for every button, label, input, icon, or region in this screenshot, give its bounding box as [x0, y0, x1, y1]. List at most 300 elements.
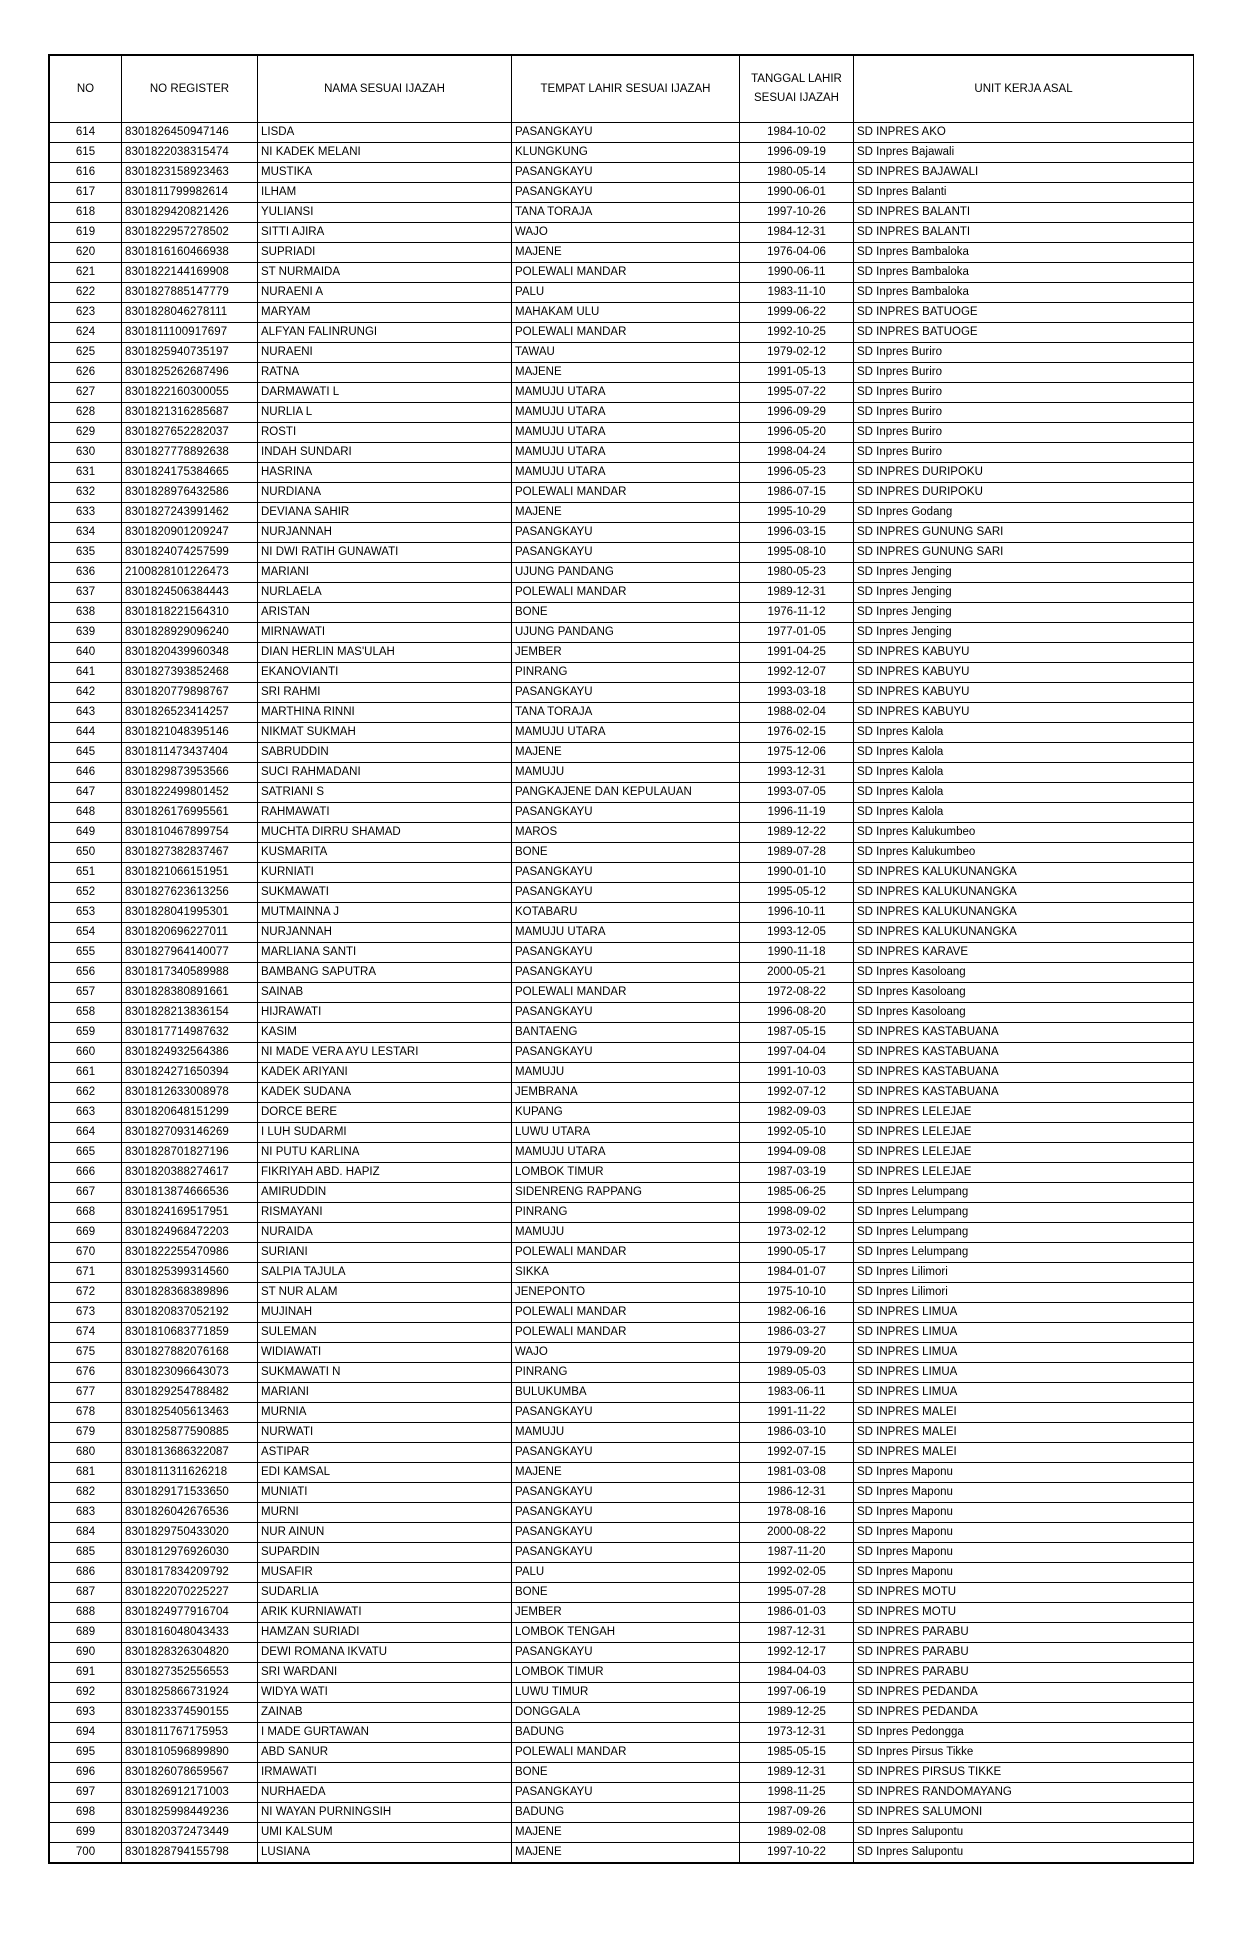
cell-no: 649 [50, 823, 122, 843]
table-row [50, 1223, 1194, 1243]
cell-nama: SUCI RAHMADANI [258, 763, 512, 783]
cell-tempat-lahir: BONE [512, 843, 740, 863]
cell-register: 8301827352556553 [122, 1663, 258, 1683]
table-row [50, 1823, 1194, 1843]
cell-no: 673 [50, 1303, 122, 1323]
table-row [50, 763, 1194, 783]
cell-no: 653 [50, 903, 122, 923]
cell-unit-kerja: SD INPRES LELEJAE [854, 1163, 1194, 1183]
cell-tempat-lahir: LOMBOK TENGAH [512, 1623, 740, 1643]
cell-unit-kerja: SD INPRES KALUKUNANGKA [854, 883, 1194, 903]
cell-unit-kerja: SD INPRES KABUYU [854, 703, 1194, 723]
cell-register: 8301824932564386 [122, 1043, 258, 1063]
cell-no: 692 [50, 1683, 122, 1703]
cell-unit-kerja: SD Inpres Lelumpang [854, 1203, 1194, 1223]
cell-unit-kerja: SD Inpres Jenging [854, 563, 1194, 583]
cell-tanggal-lahir: 1976-11-12 [740, 603, 854, 623]
cell-unit-kerja: SD INPRES MALEI [854, 1403, 1194, 1423]
table-row [50, 963, 1194, 983]
table-row [50, 943, 1194, 963]
cell-nama: ILHAM [258, 183, 512, 203]
table-row [50, 643, 1194, 663]
cell-unit-kerja: SD Inpres Kalola [854, 783, 1194, 803]
cell-register: 8301820439960348 [122, 643, 258, 663]
cell-tempat-lahir: PASANGKAYU [512, 183, 740, 203]
cell-tempat-lahir: PASANGKAYU [512, 163, 740, 183]
cell-tanggal-lahir: 1993-12-05 [740, 923, 854, 943]
cell-tempat-lahir: PASANGKAYU [512, 1443, 740, 1463]
cell-unit-kerja: SD INPRES KALUKUNANGKA [854, 863, 1194, 883]
cell-register: 8301828380891661 [122, 983, 258, 1003]
cell-nama: BAMBANG SAPUTRA [258, 963, 512, 983]
cell-tanggal-lahir: 1984-10-02 [740, 123, 854, 143]
table-row [50, 243, 1194, 263]
table-row [50, 1203, 1194, 1223]
cell-unit-kerja: SD Inpres Jenging [854, 603, 1194, 623]
cell-unit-kerja: SD INPRES PARABU [854, 1623, 1194, 1643]
cell-nama: KURNIATI [258, 863, 512, 883]
cell-no: 659 [50, 1023, 122, 1043]
cell-register: 8301822160300055 [122, 383, 258, 403]
cell-register: 8301822070225227 [122, 1583, 258, 1603]
cell-register: 8301821066151951 [122, 863, 258, 883]
cell-tanggal-lahir: 1985-06-25 [740, 1183, 854, 1203]
cell-register: 8301820779898767 [122, 683, 258, 703]
cell-tanggal-lahir: 1997-06-19 [740, 1683, 854, 1703]
table-row [50, 143, 1194, 163]
cell-tempat-lahir: MAMUJU UTARA [512, 383, 740, 403]
cell-nama: RATNA [258, 363, 512, 383]
cell-nama: NURAENI A [258, 283, 512, 303]
cell-tanggal-lahir: 1996-03-15 [740, 523, 854, 543]
cell-register: 8301825866731924 [122, 1683, 258, 1703]
cell-nama: DIAN HERLIN MAS'ULAH [258, 643, 512, 663]
cell-tanggal-lahir: 1989-12-22 [740, 823, 854, 843]
cell-nama: ST NURMAIDA [258, 263, 512, 283]
cell-tanggal-lahir: 1985-05-15 [740, 1743, 854, 1763]
cell-no: 680 [50, 1443, 122, 1463]
cell-no: 681 [50, 1463, 122, 1483]
cell-tempat-lahir: POLEWALI MANDAR [512, 1743, 740, 1763]
cell-unit-kerja: SD INPRES KALUKUNANGKA [854, 923, 1194, 943]
cell-unit-kerja: SD INPRES KASTABUANA [854, 1083, 1194, 1103]
cell-register: 8301813874666536 [122, 1183, 258, 1203]
cell-tanggal-lahir: 1973-02-12 [740, 1223, 854, 1243]
cell-unit-kerja: SD Inpres Kalukumbeo [854, 843, 1194, 863]
cell-tempat-lahir: UJUNG PANDANG [512, 563, 740, 583]
cell-no: 642 [50, 683, 122, 703]
table-row [50, 863, 1194, 883]
cell-tempat-lahir: POLEWALI MANDAR [512, 583, 740, 603]
cell-register: 8301822144169908 [122, 263, 258, 283]
cell-nama: NURHAEDA [258, 1783, 512, 1803]
cell-unit-kerja: SD INPRES PARABU [854, 1663, 1194, 1683]
table-row [50, 543, 1194, 563]
cell-no: 696 [50, 1763, 122, 1783]
cell-tempat-lahir: PANGKAJENE DAN KEPULAUAN [512, 783, 740, 803]
cell-register: 8301828046278111 [122, 303, 258, 323]
cell-tanggal-lahir: 1983-06-11 [740, 1383, 854, 1403]
header-nama: NAMA SESUAI IJAZAH [258, 56, 512, 123]
cell-nama: KADEK ARIYANI [258, 1063, 512, 1083]
cell-tempat-lahir: KOTABARU [512, 903, 740, 923]
cell-tanggal-lahir: 1995-10-29 [740, 503, 854, 523]
cell-unit-kerja: SD INPRES GUNUNG SARI [854, 543, 1194, 563]
cell-unit-kerja: SD Inpres Bambaloka [854, 263, 1194, 283]
table-row [50, 1843, 1194, 1863]
cell-unit-kerja: SD INPRES MALEI [854, 1443, 1194, 1463]
cell-nama: SALPIA TAJULA [258, 1263, 512, 1283]
cell-tanggal-lahir: 1995-08-10 [740, 543, 854, 563]
cell-nama: SUPRIADI [258, 243, 512, 263]
cell-tanggal-lahir: 1982-06-16 [740, 1303, 854, 1323]
cell-register: 8301823096643073 [122, 1363, 258, 1383]
table-row [50, 1783, 1194, 1803]
cell-no: 661 [50, 1063, 122, 1083]
cell-tempat-lahir: PASANGKAYU [512, 1043, 740, 1063]
cell-unit-kerja: SD INPRES BATUOGE [854, 323, 1194, 343]
cell-register: 8301821048395146 [122, 723, 258, 743]
cell-unit-kerja: SD INPRES LELEJAE [854, 1143, 1194, 1163]
cell-register: 8301817714987632 [122, 1023, 258, 1043]
cell-tempat-lahir: MAMUJU UTARA [512, 423, 740, 443]
cell-register: 8301822038315474 [122, 143, 258, 163]
cell-tanggal-lahir: 1995-07-22 [740, 383, 854, 403]
cell-register: 8301810596899890 [122, 1743, 258, 1763]
table-row [50, 1263, 1194, 1283]
cell-tempat-lahir: POLEWALI MANDAR [512, 263, 740, 283]
cell-nama: DEVIANA SAHIR [258, 503, 512, 523]
cell-unit-kerja: SD Inpres Salupontu [854, 1823, 1194, 1843]
cell-tempat-lahir: PINRANG [512, 1363, 740, 1383]
cell-register: 8301824271650394 [122, 1063, 258, 1083]
cell-register: 8301824977916704 [122, 1603, 258, 1623]
cell-nama: KASIM [258, 1023, 512, 1043]
cell-no: 650 [50, 843, 122, 863]
cell-register: 8301828929096240 [122, 623, 258, 643]
cell-register: 8301828368389896 [122, 1283, 258, 1303]
cell-no: 636 [50, 563, 122, 583]
cell-no: 630 [50, 443, 122, 463]
table-row [50, 563, 1194, 583]
cell-tempat-lahir: LUWU TIMUR [512, 1683, 740, 1703]
table-row [50, 343, 1194, 363]
table-row [50, 1063, 1194, 1083]
cell-no: 626 [50, 363, 122, 383]
cell-no: 628 [50, 403, 122, 423]
cell-tanggal-lahir: 1989-07-28 [740, 843, 854, 863]
cell-register: 8301826176995561 [122, 803, 258, 823]
cell-no: 669 [50, 1223, 122, 1243]
register-table-container [48, 54, 1194, 1864]
cell-unit-kerja: SD Inpres Balanti [854, 183, 1194, 203]
cell-tempat-lahir: BANTAENG [512, 1023, 740, 1043]
cell-tempat-lahir: PASANGKAYU [512, 1523, 740, 1543]
cell-tanggal-lahir: 1993-07-05 [740, 783, 854, 803]
cell-unit-kerja: SD INPRES PIRSUS TIKKE [854, 1763, 1194, 1783]
cell-unit-kerja: SD Inpres Kasoloang [854, 1003, 1194, 1023]
cell-tanggal-lahir: 1990-05-17 [740, 1243, 854, 1263]
cell-unit-kerja: SD INPRES KABUYU [854, 683, 1194, 703]
cell-nama: NI PUTU KARLINA [258, 1143, 512, 1163]
cell-tanggal-lahir: 1996-09-29 [740, 403, 854, 423]
table-row [50, 303, 1194, 323]
cell-no: 645 [50, 743, 122, 763]
cell-nama: NI KADEK MELANI [258, 143, 512, 163]
cell-register: 8301826078659567 [122, 1763, 258, 1783]
cell-tempat-lahir: MAMUJU UTARA [512, 443, 740, 463]
table-row [50, 743, 1194, 763]
cell-register: 8301826912171003 [122, 1783, 258, 1803]
cell-nama: RISMAYANI [258, 1203, 512, 1223]
cell-no: 663 [50, 1103, 122, 1123]
cell-tempat-lahir: MAMUJU [512, 1423, 740, 1443]
table-row [50, 1443, 1194, 1463]
cell-no: 662 [50, 1083, 122, 1103]
cell-nama: ABD SANUR [258, 1743, 512, 1763]
table-row [50, 1583, 1194, 1603]
table-row [50, 1043, 1194, 1063]
cell-register: 8301828976432586 [122, 483, 258, 503]
cell-tanggal-lahir: 1992-12-17 [740, 1643, 854, 1663]
cell-register: 8301824175384665 [122, 463, 258, 483]
cell-unit-kerja: SD Inpres Lelumpang [854, 1183, 1194, 1203]
cell-no: 689 [50, 1623, 122, 1643]
cell-tempat-lahir: MAJENE [512, 1843, 740, 1863]
cell-no: 634 [50, 523, 122, 543]
cell-tempat-lahir: BULUKUMBA [512, 1383, 740, 1403]
table-row [50, 703, 1194, 723]
cell-register: 8301821316285687 [122, 403, 258, 423]
cell-tanggal-lahir: 1990-01-10 [740, 863, 854, 883]
table-row [50, 123, 1194, 143]
cell-tanggal-lahir: 1998-09-02 [740, 1203, 854, 1223]
cell-tempat-lahir: PASANGKAYU [512, 1643, 740, 1663]
cell-unit-kerja: SD Inpres Salupontu [854, 1843, 1194, 1863]
cell-nama: MUSAFIR [258, 1563, 512, 1583]
cell-nama: SUKMAWATI N [258, 1363, 512, 1383]
cell-register: 8301827778892638 [122, 443, 258, 463]
cell-unit-kerja: SD INPRES SALUMONI [854, 1803, 1194, 1823]
cell-unit-kerja: SD Inpres Lilimori [854, 1263, 1194, 1283]
table-row [50, 1423, 1194, 1443]
cell-register: 8301827964140077 [122, 943, 258, 963]
cell-nama: SULEMAN [258, 1323, 512, 1343]
cell-register: 8301820901209247 [122, 523, 258, 543]
cell-nama: AMIRUDDIN [258, 1183, 512, 1203]
cell-nama: SABRUDDIN [258, 743, 512, 763]
cell-nama: ARIK KURNIAWATI [258, 1603, 512, 1623]
cell-tanggal-lahir: 1975-10-10 [740, 1283, 854, 1303]
cell-unit-kerja: SD Inpres Buriro [854, 343, 1194, 363]
cell-register: 8301820696227011 [122, 923, 258, 943]
cell-tanggal-lahir: 1987-05-15 [740, 1023, 854, 1043]
cell-tempat-lahir: POLEWALI MANDAR [512, 323, 740, 343]
cell-tempat-lahir: JENEPONTO [512, 1283, 740, 1303]
cell-no: 683 [50, 1503, 122, 1523]
table-row [50, 1523, 1194, 1543]
cell-register: 8301827882076168 [122, 1343, 258, 1363]
table-row [50, 1603, 1194, 1623]
cell-no: 619 [50, 223, 122, 243]
table-row [50, 483, 1194, 503]
cell-tempat-lahir: MAJENE [512, 503, 740, 523]
table-row [50, 983, 1194, 1003]
cell-tempat-lahir: MAMUJU [512, 1223, 740, 1243]
cell-tanggal-lahir: 1979-09-20 [740, 1343, 854, 1363]
cell-register: 8301829420821426 [122, 203, 258, 223]
cell-register: 8301827393852468 [122, 663, 258, 683]
cell-unit-kerja: SD Inpres Kasoloang [854, 963, 1194, 983]
table-row [50, 503, 1194, 523]
cell-nama: SUDARLIA [258, 1583, 512, 1603]
cell-nama: INDAH SUNDARI [258, 443, 512, 463]
cell-register: 8301825405613463 [122, 1403, 258, 1423]
cell-tanggal-lahir: 1989-02-08 [740, 1823, 854, 1843]
cell-nama: UMI KALSUM [258, 1823, 512, 1843]
cell-nama: KUSMARITA [258, 843, 512, 863]
table-row [50, 283, 1194, 303]
cell-tanggal-lahir: 1996-10-11 [740, 903, 854, 923]
cell-nama: EKANOVIANTI [258, 663, 512, 683]
cell-unit-kerja: SD Inpres Kalola [854, 803, 1194, 823]
cell-tanggal-lahir: 1984-04-03 [740, 1663, 854, 1683]
table-row [50, 443, 1194, 463]
cell-no: 638 [50, 603, 122, 623]
cell-no: 679 [50, 1423, 122, 1443]
cell-tempat-lahir: PASANGKAYU [512, 1543, 740, 1563]
cell-nama: ASTIPAR [258, 1443, 512, 1463]
cell-tempat-lahir: MAMUJU UTARA [512, 923, 740, 943]
table-row [50, 663, 1194, 683]
cell-register: 8301820837052192 [122, 1303, 258, 1323]
cell-unit-kerja: SD Inpres Buriro [854, 383, 1194, 403]
cell-no: 625 [50, 343, 122, 363]
cell-register: 8301829750433020 [122, 1523, 258, 1543]
cell-nama: MARYAM [258, 303, 512, 323]
cell-no: 633 [50, 503, 122, 523]
cell-no: 690 [50, 1643, 122, 1663]
cell-no: 698 [50, 1803, 122, 1823]
cell-tanggal-lahir: 1993-12-31 [740, 763, 854, 783]
cell-tempat-lahir: PINRANG [512, 663, 740, 683]
cell-tempat-lahir: MAMUJU [512, 1063, 740, 1083]
cell-tempat-lahir: POLEWALI MANDAR [512, 1323, 740, 1343]
table-row [50, 843, 1194, 863]
table-row [50, 783, 1194, 803]
cell-unit-kerja: SD INPRES BAJAWALI [854, 163, 1194, 183]
table-row [50, 183, 1194, 203]
header-register: NO REGISTER [122, 56, 258, 123]
table-row [50, 803, 1194, 823]
cell-tempat-lahir: LOMBOK TIMUR [512, 1163, 740, 1183]
cell-no: 643 [50, 703, 122, 723]
table-row [50, 403, 1194, 423]
table-row [50, 1103, 1194, 1123]
cell-no: 631 [50, 463, 122, 483]
cell-tanggal-lahir: 1984-12-31 [740, 223, 854, 243]
cell-register: 8301826450947146 [122, 123, 258, 143]
cell-register: 8301827652282037 [122, 423, 258, 443]
cell-tempat-lahir: MAMUJU UTARA [512, 1143, 740, 1163]
cell-tanggal-lahir: 1987-09-26 [740, 1803, 854, 1823]
cell-register: 8301829254788482 [122, 1383, 258, 1403]
cell-no: 646 [50, 763, 122, 783]
cell-unit-kerja: SD Inpres Buriro [854, 443, 1194, 463]
cell-tanggal-lahir: 1989-12-31 [740, 1763, 854, 1783]
cell-tempat-lahir: BADUNG [512, 1723, 740, 1743]
cell-register: 8301824506384443 [122, 583, 258, 603]
cell-unit-kerja: SD Inpres Buriro [854, 363, 1194, 383]
cell-register: 8301811767175953 [122, 1723, 258, 1743]
cell-register: 8301823158923463 [122, 163, 258, 183]
cell-tanggal-lahir: 1999-06-22 [740, 303, 854, 323]
cell-unit-kerja: SD Inpres Lelumpang [854, 1223, 1194, 1243]
cell-nama: MIRNAWATI [258, 623, 512, 643]
cell-register: 8301820388274617 [122, 1163, 258, 1183]
table-row [50, 1763, 1194, 1783]
cell-tempat-lahir: MAJENE [512, 363, 740, 383]
cell-unit-kerja: SD INPRES KARAVE [854, 943, 1194, 963]
cell-register: 8301828794155798 [122, 1843, 258, 1863]
cell-unit-kerja: SD INPRES PARABU [854, 1643, 1194, 1663]
cell-nama: SAINAB [258, 983, 512, 1003]
cell-no: 691 [50, 1663, 122, 1683]
cell-no: 671 [50, 1263, 122, 1283]
cell-no: 686 [50, 1563, 122, 1583]
cell-tanggal-lahir: 1980-05-14 [740, 163, 854, 183]
cell-unit-kerja: SD Inpres Buriro [854, 423, 1194, 443]
cell-nama: LISDA [258, 123, 512, 143]
cell-no: 667 [50, 1183, 122, 1203]
cell-tanggal-lahir: 1989-12-31 [740, 583, 854, 603]
cell-nama: MARIANI [258, 1383, 512, 1403]
header-row [50, 56, 1194, 123]
cell-no: 682 [50, 1483, 122, 1503]
header-tempat-lahir: TEMPAT LAHIR SESUAI IJAZAH [512, 56, 740, 123]
cell-unit-kerja: SD INPRES PEDANDA [854, 1683, 1194, 1703]
cell-tempat-lahir: TAWAU [512, 343, 740, 363]
cell-register: 8301810683771859 [122, 1323, 258, 1343]
table-row [50, 683, 1194, 703]
cell-tempat-lahir: DONGGALA [512, 1703, 740, 1723]
cell-unit-kerja: SD INPRES BATUOGE [854, 303, 1194, 323]
table-header [50, 56, 1194, 123]
cell-nama: NI DWI RATIH GUNAWATI [258, 543, 512, 563]
cell-nama: HIJRAWATI [258, 1003, 512, 1023]
cell-register: 8301818221564310 [122, 603, 258, 623]
cell-register: 8301825262687496 [122, 363, 258, 383]
cell-tanggal-lahir: 1992-10-25 [740, 323, 854, 343]
cell-no: 666 [50, 1163, 122, 1183]
cell-tanggal-lahir: 1992-05-10 [740, 1123, 854, 1143]
cell-tempat-lahir: POLEWALI MANDAR [512, 1243, 740, 1263]
cell-tempat-lahir: PASANGKAYU [512, 1503, 740, 1523]
cell-register: 8301827243991462 [122, 503, 258, 523]
cell-tanggal-lahir: 1973-12-31 [740, 1723, 854, 1743]
header-tanggal-lahir: TANGGAL LAHIR SESUAI IJAZAH [740, 56, 854, 123]
cell-no: 665 [50, 1143, 122, 1163]
cell-tempat-lahir: LUWU UTARA [512, 1123, 740, 1143]
table-row [50, 463, 1194, 483]
cell-nama: NI WAYAN PURNINGSIH [258, 1803, 512, 1823]
cell-no: 629 [50, 423, 122, 443]
table-row [50, 623, 1194, 643]
cell-tanggal-lahir: 1976-02-15 [740, 723, 854, 743]
cell-unit-kerja: SD Inpres Kalola [854, 743, 1194, 763]
cell-tanggal-lahir: 1987-12-31 [740, 1623, 854, 1643]
cell-tanggal-lahir: 1995-05-12 [740, 883, 854, 903]
